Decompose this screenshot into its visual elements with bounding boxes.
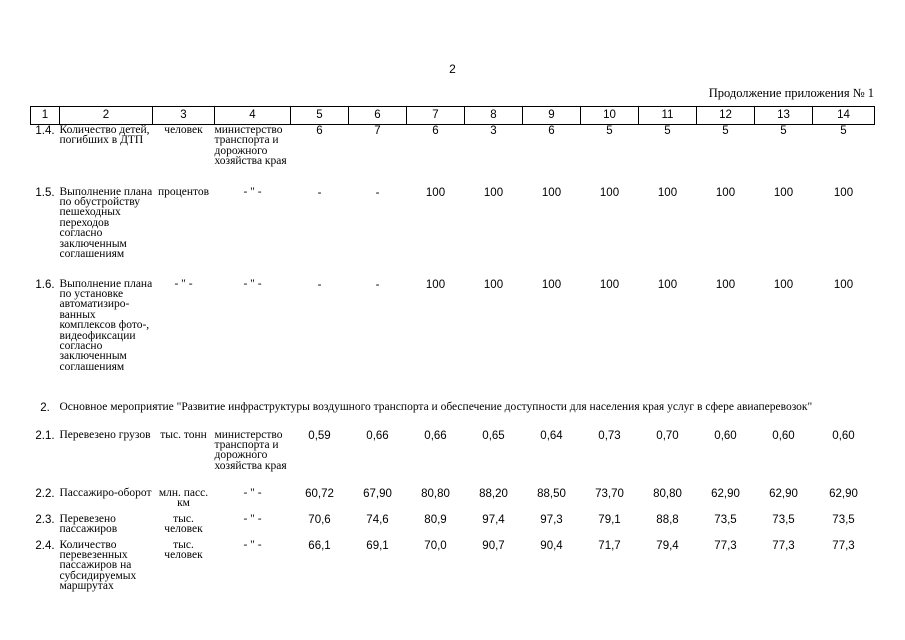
indicator-value: 5 — [664, 125, 671, 137]
indicator-value: 0,60 — [714, 429, 737, 442]
indicator-value: 0,59 — [308, 429, 331, 442]
indicator-value: 3 — [490, 125, 497, 137]
row-number: 1.4. — [35, 125, 55, 137]
table-row — [31, 488, 875, 514]
indicator-value: 90,7 — [482, 539, 505, 552]
indicator-value: 100 — [715, 186, 736, 199]
page-number: 2 — [449, 62, 456, 76]
indicator-name: Выполнение плана по установке автоматизиро-ванных комплексов фото-, видеофиксации согласно заключенным соглашениям — [59, 277, 153, 373]
row-number: 2. — [40, 401, 50, 414]
indicator-value: 0,70 — [656, 429, 679, 442]
indicator-value: 90,4 — [540, 539, 563, 552]
indicator-name: Количество детей, погибших в ДТП — [59, 124, 150, 147]
column-number: 13 — [755, 107, 813, 125]
row-number: 2.1. — [35, 429, 55, 442]
responsible-executor: - " - — [243, 486, 262, 499]
indicator-value: 5 — [780, 125, 787, 137]
indicator-name: Количество перевезенных пассажиров на субсидируемых маршрутах — [59, 538, 137, 593]
unit-of-measure: процентов — [157, 185, 210, 198]
unit-of-measure: тыс. человек — [164, 512, 203, 535]
indicator-value: 6 — [548, 125, 555, 137]
indicator-value: 73,5 — [714, 513, 737, 526]
table-row — [31, 279, 875, 402]
column-number: 4 — [215, 107, 291, 125]
unit-of-measure: тыс. человек — [164, 538, 203, 561]
indicator-value: 100 — [657, 278, 678, 291]
column-number: 11 — [639, 107, 697, 125]
indicator-value: 0,73 — [598, 429, 621, 442]
indicator-value: - — [375, 278, 380, 291]
unit-of-measure: - " - — [174, 277, 193, 290]
indicator-value: 77,3 — [832, 539, 855, 552]
table-row — [31, 514, 875, 540]
indicator-value: 100 — [773, 278, 794, 291]
indicator-value: 80,9 — [424, 513, 447, 526]
row-number: 2.3. — [35, 513, 55, 526]
indicator-value: 77,3 — [714, 539, 737, 552]
indicator-value: - — [317, 278, 322, 291]
indicator-value: 88,50 — [537, 487, 566, 500]
indicator-value: 73,70 — [595, 487, 624, 500]
column-number: 7 — [407, 107, 465, 125]
indicator-value: - — [317, 186, 322, 199]
table-row — [31, 125, 875, 187]
row-number: 2.4. — [35, 539, 55, 552]
indicator-value: 71,7 — [598, 539, 621, 552]
appendix-continuation-label: Продолжение приложения № 1 — [708, 86, 874, 100]
indicator-value: 100 — [833, 186, 854, 199]
indicator-value: 100 — [773, 186, 794, 199]
indicator-value: 70,0 — [424, 539, 447, 552]
responsible-executor: министерство транспорта и дорожного хозяйства края — [214, 124, 287, 168]
indicator-value: 100 — [425, 186, 446, 199]
column-number: 5 — [291, 107, 349, 125]
indicator-value: 62,90 — [711, 487, 740, 500]
row-number: 1.6. — [35, 278, 55, 291]
indicator-value: - — [375, 186, 380, 199]
indicator-value: 77,3 — [772, 539, 795, 552]
table-row — [31, 540, 875, 598]
column-number: 6 — [349, 107, 407, 125]
column-number: 8 — [465, 107, 523, 125]
indicator-value: 0,60 — [772, 429, 795, 442]
indicator-value: 100 — [425, 278, 446, 291]
indicator-value: 79,4 — [656, 539, 679, 552]
indicator-value: 7 — [374, 125, 381, 137]
indicator-value: 80,80 — [653, 487, 682, 500]
indicator-value: 73,5 — [772, 513, 795, 526]
indicator-value: 100 — [541, 278, 562, 291]
indicator-name: Выполнение плана по обустройству пешеходных переходов согласно заключенным соглашениям — [59, 185, 153, 260]
responsible-executor: - " - — [243, 538, 262, 551]
indicator-value: 5 — [722, 125, 729, 137]
indicator-value: 60,72 — [305, 487, 334, 500]
section-title: Основное мероприятие "Развитие инфраструктуры воздушного транспорта и обеспечение доступности для населения края услуг в сфере авиаперевозок" — [59, 400, 813, 413]
indicator-name: Пассажиро-оборот — [59, 486, 152, 499]
indicator-value: 69,1 — [366, 539, 389, 552]
indicator-value: 88,20 — [479, 487, 508, 500]
indicator-value: 70,6 — [308, 513, 331, 526]
row-number: 1.5. — [35, 186, 55, 199]
indicator-value: 0,60 — [832, 429, 855, 442]
unit-of-measure: млн. пасс. км — [158, 486, 209, 509]
indicator-value: 5 — [606, 125, 613, 137]
indicator-value: 62,90 — [769, 487, 798, 500]
indicator-value: 0,66 — [366, 429, 389, 442]
indicator-value: 97,3 — [540, 513, 563, 526]
indicator-value: 0,64 — [540, 429, 563, 442]
column-number: 9 — [523, 107, 581, 125]
responsible-executor: - " - — [243, 277, 262, 290]
indicator-value: 100 — [599, 186, 620, 199]
indicator-value: 62,90 — [829, 487, 858, 500]
indicator-value: 88,8 — [656, 513, 679, 526]
indicator-value: 100 — [833, 278, 854, 291]
section-row — [31, 402, 875, 430]
indicator-value: 100 — [657, 186, 678, 199]
column-number: 1 — [31, 107, 60, 125]
indicator-value: 73,5 — [832, 513, 855, 526]
indicator-value: 100 — [599, 278, 620, 291]
unit-of-measure: тыс. тонн — [160, 428, 207, 441]
indicator-value: 80,80 — [421, 487, 450, 500]
indicator-value: 0,65 — [482, 429, 505, 442]
column-number: 10 — [581, 107, 639, 125]
unit-of-measure: человек — [164, 124, 203, 136]
indicator-value: 97,4 — [482, 513, 505, 526]
column-number: 3 — [153, 107, 215, 125]
indicator-value: 100 — [715, 278, 736, 291]
indicator-value: 5 — [840, 125, 847, 137]
indicator-value: 100 — [541, 186, 562, 199]
indicator-value: 67,90 — [363, 487, 392, 500]
indicator-name: Перевезено грузов — [59, 428, 151, 441]
indicator-value: 79,1 — [598, 513, 621, 526]
indicator-value: 66,1 — [308, 539, 331, 552]
indicators-table — [30, 106, 875, 598]
indicator-value: 74,6 — [366, 513, 389, 526]
indicator-name: Перевезено пассажиров — [59, 512, 118, 535]
indicator-value: 6 — [316, 125, 323, 137]
row-number: 2.2. — [35, 487, 55, 500]
responsible-executor: - " - — [243, 185, 262, 198]
responsible-executor: - " - — [243, 512, 262, 525]
column-number: 14 — [813, 107, 875, 125]
table-row — [31, 187, 875, 279]
table-row — [31, 430, 875, 488]
indicator-value: 100 — [483, 186, 504, 199]
column-number: 12 — [697, 107, 755, 125]
column-numbers-row — [31, 107, 875, 125]
responsible-executor: министерство транспорта и дорожного хозяйства края — [214, 428, 287, 472]
indicator-value: 6 — [432, 125, 439, 137]
indicator-value: 0,66 — [424, 429, 447, 442]
indicator-value: 100 — [483, 278, 504, 291]
column-number: 2 — [60, 107, 153, 125]
